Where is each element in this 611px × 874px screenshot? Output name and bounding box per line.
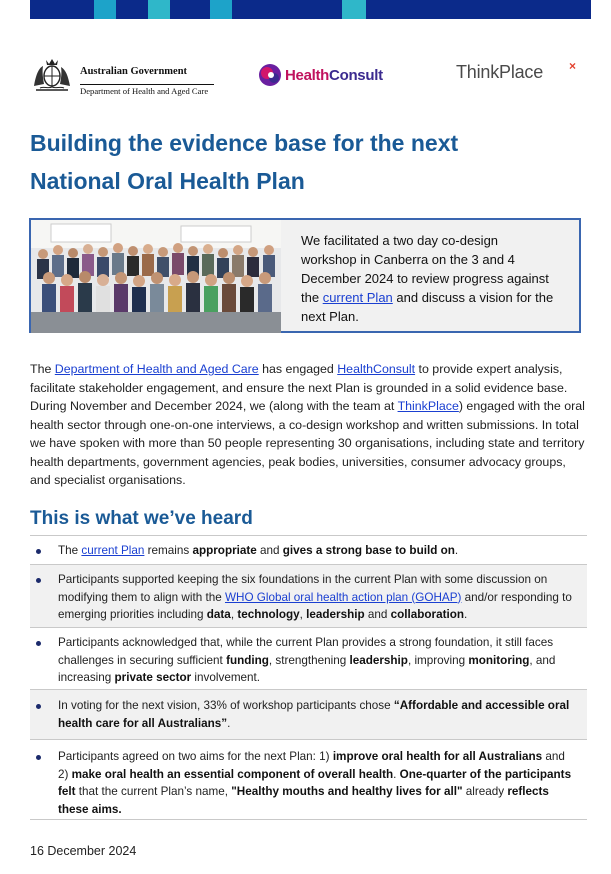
intro-paragraph <box>30 360 586 490</box>
color-segment <box>366 0 591 19</box>
item-text: and 2) <box>58 750 565 781</box>
bullet-icon <box>36 549 41 554</box>
gohap-link[interactable]: WHO Global oral health action plan (GOHAP) <box>224 590 462 604</box>
item-text: . <box>393 767 400 781</box>
workshop-group-photo <box>31 220 281 333</box>
thinkplace-link[interactable]: ThinkPlace <box>397 399 459 413</box>
item-text: . <box>227 716 231 730</box>
color-segment <box>210 0 232 19</box>
publication-date: 16 December 2024 <box>30 844 137 858</box>
item-bold: make oral health an essential component of overall health <box>71 767 394 781</box>
color-segment <box>232 0 292 19</box>
current-plan-link[interactable]: current Plan <box>81 544 145 557</box>
bullet-icon <box>36 704 41 709</box>
top-color-bar <box>30 0 591 19</box>
color-segment <box>292 0 342 19</box>
bullet-icon <box>36 578 41 583</box>
color-segment <box>116 0 148 19</box>
item-text: involvement. <box>191 671 261 684</box>
gov-name: Australian Government <box>80 66 188 77</box>
item-text: Participants acknowledged that, while the current Plan provides a strong foundation, it still faces challenges in securing sufficient <box>58 636 554 667</box>
callout-text-b: and discuss a vision for the next Plan. <box>301 290 554 324</box>
workshop-callout <box>29 218 581 333</box>
item-bold: collaboration <box>390 608 465 621</box>
item-text: Participants supported keeping the six foundations in the current Plan with some discussion on modifying them to align with the <box>58 573 548 604</box>
list-item <box>30 565 587 628</box>
item-bold: data <box>206 608 231 621</box>
current-plan-link[interactable]: current Plan <box>322 290 393 305</box>
color-segment <box>68 0 94 19</box>
list-item <box>30 535 587 565</box>
item-bold: improve oral health for all Australians <box>332 750 543 763</box>
healthconsult-wordmark <box>285 67 383 84</box>
item-bold: funding <box>226 653 269 667</box>
intro-text: The <box>30 362 55 376</box>
item-bold: “Affordable and accessible oral health care for all Australians” <box>58 699 570 730</box>
callout-text <box>301 231 556 326</box>
color-segment <box>342 0 366 19</box>
color-segment <box>170 0 210 19</box>
item-text: that the current Plan’s name, <box>75 785 232 798</box>
healthconsult-mark-icon <box>258 62 284 88</box>
item-text: In voting for the next vision, 33% of workshop participants chose <box>58 699 394 712</box>
item-text: and/or responding to emerging priorities including <box>58 590 572 621</box>
thinkplace-logo <box>456 59 576 83</box>
item-bold: leadership <box>349 653 408 667</box>
logo-row <box>30 52 575 96</box>
department-link[interactable]: Department of Health and Aged Care <box>54 362 259 376</box>
item-text: and <box>256 544 283 557</box>
item-bold: technology <box>237 608 300 621</box>
item-text: , improving <box>407 653 469 667</box>
item-text: and <box>364 608 391 621</box>
list-item <box>30 690 587 740</box>
item-text: , strengthening <box>268 653 350 667</box>
item-text: . <box>464 608 468 621</box>
color-segment <box>30 0 68 19</box>
heard-heading: This is what we’ve heard <box>30 508 253 529</box>
item-text: Participants agreed on two aims for the next Plan: 1) <box>58 750 333 763</box>
heard-list <box>30 535 587 820</box>
item-bold: reflects these aims. <box>58 785 549 816</box>
australian-government-logo <box>30 56 230 96</box>
list-item <box>30 740 587 820</box>
bullet-icon <box>36 641 41 646</box>
item-bold: monitoring <box>468 653 530 667</box>
item-bold: "Healthy mouths and healthy lives for all" <box>231 785 463 798</box>
color-segment <box>94 0 116 19</box>
department-name: Department of Health and Aged Care <box>80 84 214 96</box>
intro-text: has engaged <box>258 362 338 376</box>
item-text: . <box>454 544 459 557</box>
bullet-icon <box>36 755 41 760</box>
healthconsult-word-a: Health <box>285 67 330 84</box>
color-segment <box>148 0 170 19</box>
item-bold: One-quarter of the participants felt <box>58 767 572 798</box>
item-text: , <box>299 608 307 621</box>
item-bold: appropriate <box>192 544 257 557</box>
thinkplace-x-icon: × <box>569 59 576 73</box>
coat-of-arms-icon <box>30 56 74 94</box>
item-text: remains <box>144 544 193 557</box>
callout-text-a: We facilitated a two day co-design workshop in Canberra on the 3 and 4 December 2024 to review progress against the <box>301 233 549 305</box>
item-text: already <box>462 785 508 798</box>
page-title: Building the evidence base for the next National Oral Health Plan <box>30 130 459 194</box>
item-bold: gives a strong base to build on <box>282 544 455 557</box>
thinkplace-wordmark: ThinkPlace <box>456 62 544 82</box>
item-text: The <box>58 544 82 557</box>
intro-text: to provide expert analysis, facilitate stakeholder engagement, and ensure the next Plan is grounded in a solid evidence base. During November and December 2024, we (along with the team at <box>30 362 568 413</box>
list-item <box>30 628 587 690</box>
item-bold: private sector <box>114 671 192 684</box>
item-text: , <box>230 608 238 621</box>
healthconsult-link[interactable]: HealthConsult <box>337 362 416 376</box>
healthconsult-word-b: Consult <box>329 67 383 84</box>
item-bold: leadership <box>306 608 365 621</box>
item-text: , and increasing <box>58 653 556 684</box>
intro-text: ) engaged with the oral health sector through one-on-one interviews, a co-design workshop and written submissions. In total we have spoken with more than 50 people representing 30 organisations, including state and territory health departments, government agencies, peak bodies, universities, consumer advocacy groups, and specialist organisations. <box>30 399 585 487</box>
